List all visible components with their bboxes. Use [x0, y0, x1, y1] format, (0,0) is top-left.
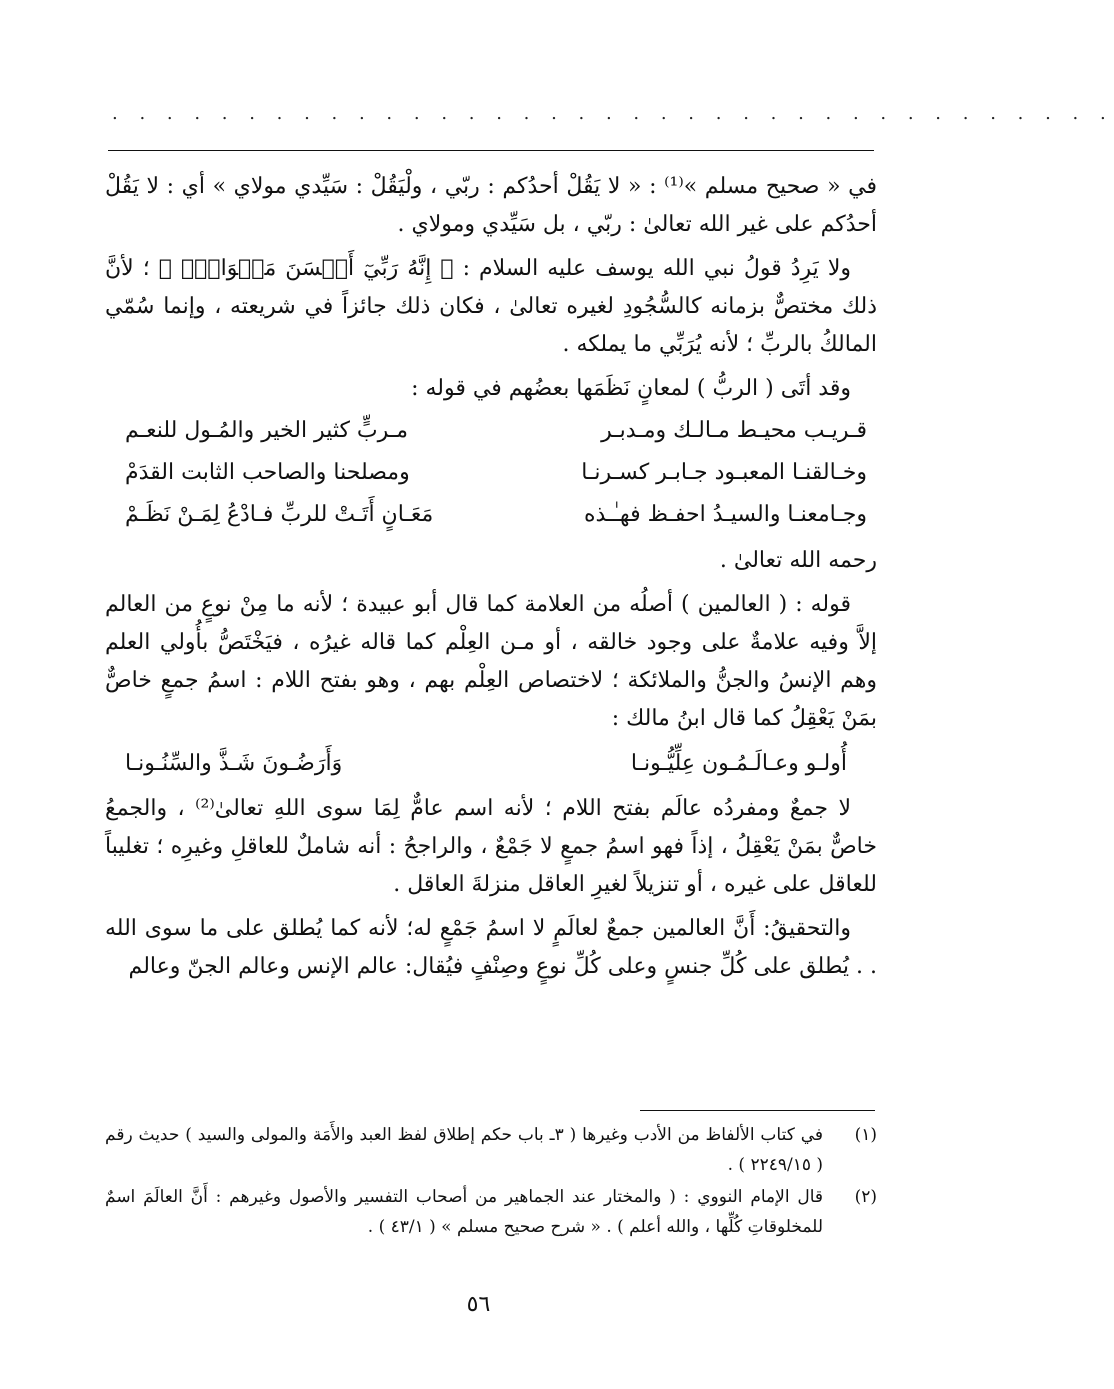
- footnote-text: في كتاب الألفاظ من الأدب وغيرها ( ٣ـ باب حكم إطلاق لفظ العبد والأَمَة والمولى والسيد ) حديث رقم ( ٢٢٤٩/١٥ ) .: [105, 1125, 823, 1175]
- header-rule: [108, 150, 874, 151]
- verse-hemistich-second: مَعَـانٍ أَتَـتْ للربِّ فـادْعُ لِمَـنْ نَظَـمْ: [125, 502, 434, 527]
- verse-hemistich-first: وخـالقنـا المعبـود جـابـر كسـرنـا: [581, 460, 867, 485]
- main-text: [105, 168, 877, 986]
- paragraph: وقد أتَى ( الربُّ ) لمعانٍ نَظَمَها بعضُهم في قوله :: [411, 376, 851, 401]
- header-dotted-line: . . . . . . . . . . . . . . . . . . . . . . . . . . . . . . . . . . . . .: [112, 103, 1114, 124]
- verse-hemistich-second: مـربٍّ كثير الخير والمُـول للنعـم: [125, 418, 409, 443]
- footnote: [105, 1120, 877, 1180]
- verse-line-ibn-malik: [105, 738, 877, 790]
- footnote-separator: [640, 1110, 875, 1111]
- footnotes: [105, 1120, 877, 1244]
- page-number: ٥٦: [466, 1292, 491, 1317]
- paragraph: في « صحيح مسلم »⁽¹⁾ : « لا يَقُلْ أحدُكم : ربّي ، ولْيَقُلْ : سَيِّدي مولاي » أي : لا يَقُلْ أحدُكم على غير الله تعالىٰ : ربّي ، بل سَيِّدي ومولاي .: [105, 174, 877, 237]
- footnote: [105, 1182, 877, 1242]
- paragraph: والتحقيقُ: أَنَّ العالمين جمعٌ لعالَمٍ لا اسمُ جَمْعٍ له؛ لأنه كما يُطلق على ما سوى الله . . يُطلق على كُلِّ جنسٍ وعلى كُلِّ نوعٍ وصِنْفٍ فيُقال: عالم الإنس وعالم الجنّ وعالم: [105, 916, 877, 979]
- footnote-text: قال الإمام النووي : ( والمختار عند الجماهير من أصحاب التفسير والأصول وغيرهم : أَنَّ العالَمَ اسمٌ للمخلوقاتِ كُلِّها ، والله أعلم ) . « شرح صحيح مسلم » ( ٤٣/١ ) .: [105, 1187, 823, 1237]
- verse-hemistich-first: قـريـب محيـط مـالـك ومـدبـر: [601, 418, 867, 443]
- paragraph: قوله : ( العالمين ) أصلُه من العلامة كما قال أبو عبيدة ؛ لأنه ما مِنْ نوعٍ من العالم إلاَّ وفيه علامةٌ على وجود خالقه ، أو مـن العِلْم كما قاله غيرُه ، فيَخْتَصُّ بأُولي العلم وهم الإنسُ والجنُّ والملائكة ؛ لاختصاص العِلْم بهم ، وهو بفتح اللام : اسمُ جمعٍ خاصٌّ بمَنْ يَعْقِلُ كما قال ابنُ مالك :: [105, 592, 877, 731]
- footnote-number: (١): [854, 1125, 877, 1145]
- paragraph: لا جمعٌ ومفردُه عالَم بفتح اللام ؛ لأنه اسم عامٌّ لِمَا سوى اللهِ تعالىٰ⁽²⁾ ، والجمعُ خاصٌّ بمَنْ يَعْقِلُ ، إذاً فهو اسمُ جمعٍ لا جَمْعٌ ، والراجحُ : أنه شاملٌ للعاقلِ وغيرِه ؛ تغليباً للعاقل على غيره ، أو تنزيلاً لغيرِ العاقل منزلةَ العاقل .: [105, 796, 877, 897]
- verse-hemistich-first: وجـامعنـا والسيـدُ احفـظ فهـٰـذه: [583, 502, 867, 527]
- verse-line: [105, 410, 877, 452]
- verse-line: [105, 452, 877, 494]
- footnote-number: (٢): [854, 1187, 877, 1207]
- verse-hemistich-second: وَأَرَضُـونَ شَـذَّ والسِّنُـونـا: [125, 751, 343, 776]
- signoff-line: رحمه الله تعالىٰ .: [719, 548, 877, 573]
- verse-hemistich-second: ومصلحنا والصاحب الثابت القدَمْ: [125, 460, 410, 485]
- verse-line: [105, 494, 877, 536]
- verse-hemistich-first: أُولـو وعـالَـمُـون عِلِّيُّـونـا: [630, 751, 847, 776]
- poem-verses: [105, 410, 877, 536]
- paragraph: ولا يَرِدُ قولُ نبي الله يوسف عليه السلام : ﴿ إِنَّهُ رَبِّيٓ أَحۡسَنَ مَثۡوَايَۖ ﴾ ؛ لأنَّ ذلك مختصٌّ بزمانه كالسُّجُودِ لغيره تعالىٰ ، فكان ذلك جائزاً في شريعته ، وإنما سُمّي المالكُ بالربِّ ؛ لأنه يُرَبِّي ما يملكه .: [105, 256, 877, 357]
